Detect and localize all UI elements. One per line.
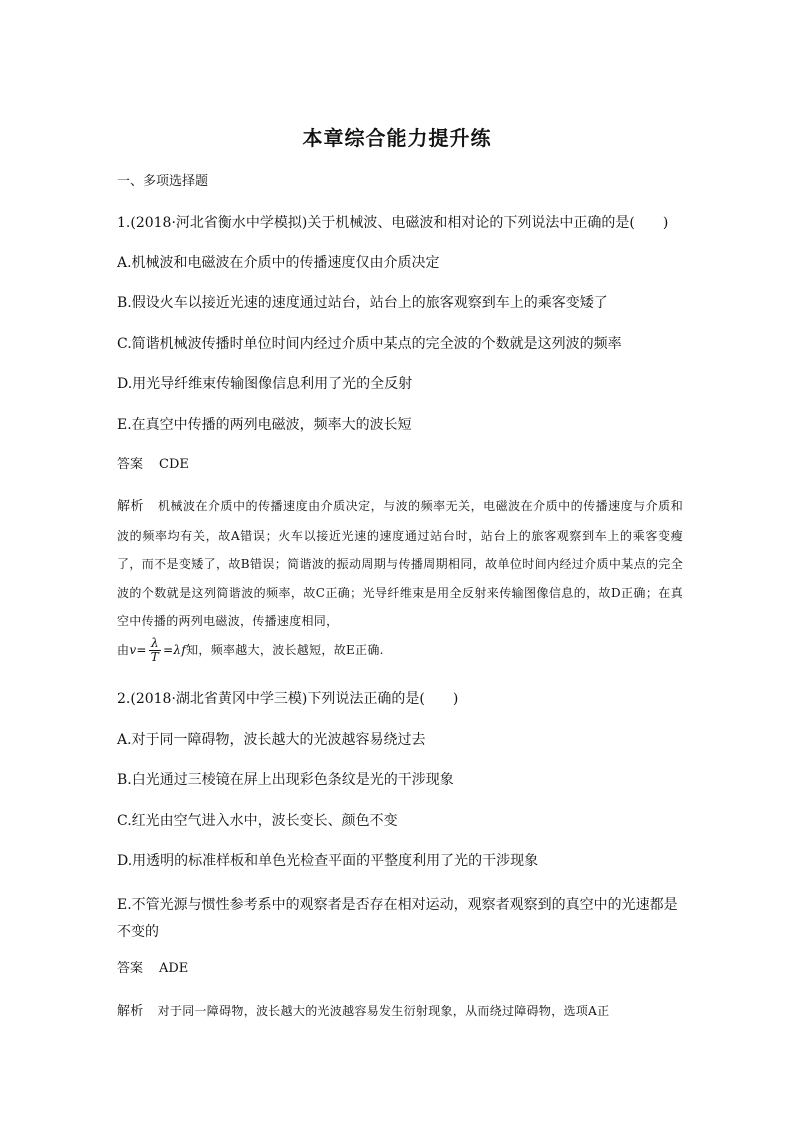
question-2-option-a: A.对于同一障碍物，波长越大的光波越容易绕过去 <box>117 732 426 748</box>
explanation-label: 解析 <box>117 499 145 514</box>
question-1-answer <box>117 455 683 475</box>
formula-numerator: λ <box>149 637 161 651</box>
question-1-explanation <box>117 492 683 664</box>
question-2-explanation <box>117 997 683 1027</box>
question-1-option-c: C.简谐机械波传播时单位时间内经过介质中某点的完全波的个数就是这列波的频率 <box>117 336 622 352</box>
page-title: 本章综合能力提升练 <box>302 126 492 150</box>
formula-fraction <box>149 637 161 664</box>
question-1-option-b: B.假设火车以接近光速的速度通过站台，站台上的旅客观察到车上的乘客变矮了 <box>117 295 608 311</box>
formula-v: v <box>129 642 137 657</box>
question-2-option-d: D.用透明的标准样板和单色光检查平面的平整度利用了光的干涉现象 <box>117 853 539 869</box>
answer-value: ADE <box>159 961 189 976</box>
formula-denominator: T <box>150 649 160 664</box>
formula-suffix: 知，频率越大，波长越短，故E正确. <box>186 642 384 657</box>
question-1-option-e: E.在真空中传播的两列电磁波，频率大的波长短 <box>117 417 412 433</box>
question-2-option-b: B.白光通过三棱镜在屏上出现彩色条纹是光的干涉现象 <box>117 772 454 788</box>
formula-eq1: = <box>136 642 147 657</box>
explanation-text: 对于同一障碍物，波长越大的光波越容易发生衍射现象，从而绕过障碍物，选项A正 <box>157 1004 610 1018</box>
explanation-label: 解析 <box>117 1004 144 1019</box>
formula-eq2: =λf <box>163 642 187 657</box>
answer-label: 答案 <box>117 457 144 472</box>
section-heading: 一、多项选择题 <box>117 174 209 189</box>
question-1-stem: 1.(2018·河北省衡水中学模拟)关于机械波、电磁波和相对论的下列说法中正确的是( ) <box>117 215 669 231</box>
question-2-option-e: E.不管光源与惯性参考系中的观察者是否存在相对运动，观察者观察到的真空中的光速都是不变的 <box>117 897 678 940</box>
answer-label: 答案 <box>117 961 144 976</box>
formula-prefix: 由 <box>117 642 130 657</box>
question-2-answer <box>117 959 683 979</box>
answer-value: CDE <box>159 457 189 472</box>
question-2-option-c: C.红光由空气进入水中，波长变长、颜色不变 <box>117 813 398 829</box>
question-2-stem: 2.(2018·湖北省黄冈中学三模)下列说法正确的是( ) <box>117 691 459 707</box>
explanation-text: 机械波在介质中的传播速度由介质决定，与波的频率无关，电磁波在介质中的传播速度与介质和波的频率均有关，故A错误；火车以接近光速的速度通过站台时，站台上的旅客观察到车上的乘客变瘦了，而不是变矮了，故B错误；简谐波的振动周期与传播周期相同，故单位时间内经过介质中某点的完全波的个数就是这列简谐波的频率，故C正确；光导纤维束是用全反射来传输图像信息的，故D正确；在真空中传播的两列电磁波，传播速度相同， <box>117 499 683 628</box>
question-1-option-a: A.机械波和电磁波在介质中的传播速度仅由介质决定 <box>117 255 440 271</box>
question-1-option-d: D.用光导纤维束传输图像信息利用了光的全反射 <box>117 376 413 392</box>
